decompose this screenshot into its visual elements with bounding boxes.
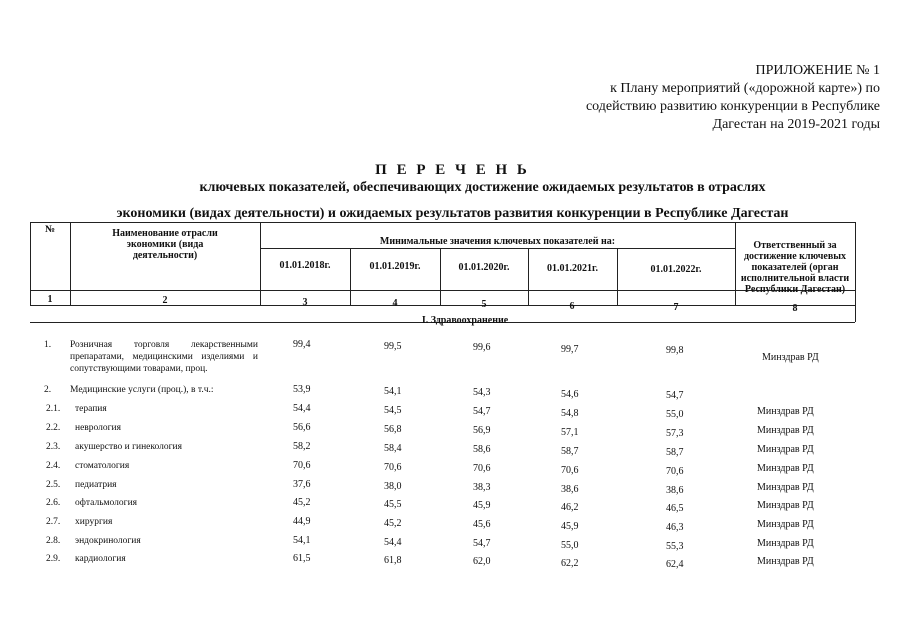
value-cell: 58,2: [293, 441, 311, 452]
column-number: 7: [673, 301, 679, 313]
header-responsible: Ответственный за достижение ключевых показателей (орган исполнительной власти Республики Дагестан): [740, 240, 850, 295]
value-cell: 56,8: [384, 423, 402, 435]
table-col-divider: [70, 222, 71, 305]
value-cell: 70,6: [666, 466, 684, 477]
value-cell: 44,9: [293, 516, 311, 527]
value-cell: 62,2: [561, 557, 579, 569]
row-number: 2.7.: [46, 517, 61, 527]
column-number: 4: [392, 297, 398, 309]
value-cell: 99,8: [666, 345, 684, 356]
value-cell: 54,8: [561, 407, 579, 419]
responsible-cell: Минздрав РД: [757, 538, 814, 549]
column-number: 2: [162, 295, 168, 307]
value-cell: 61,5: [293, 553, 311, 564]
value-cell: 45,6: [473, 519, 491, 530]
value-cell: 45,9: [473, 500, 491, 511]
header-date: 01.01.2018г.: [279, 260, 331, 271]
value-cell: 46,5: [666, 503, 684, 514]
table-colnum-bottom: [30, 305, 855, 306]
row-name: эндокринология: [75, 536, 141, 546]
value-cell: 38,6: [666, 485, 684, 496]
row-number: 2.3.: [46, 442, 61, 452]
table-col-divider: [735, 222, 736, 305]
value-cell: 46,3: [666, 522, 684, 533]
row-number: 2.6.: [46, 498, 61, 508]
row-name: кардиология: [75, 554, 126, 564]
appendix-line: Дагестан на 2019-2021 годы: [712, 117, 880, 132]
value-cell: 45,2: [293, 497, 311, 508]
value-cell: 58,7: [666, 447, 684, 458]
column-number: 3: [302, 296, 308, 308]
value-cell: 55,3: [666, 541, 684, 552]
row-name: неврология: [75, 423, 122, 433]
row-name: хирургия: [75, 517, 113, 527]
value-cell: 55,0: [561, 539, 579, 551]
column-number: 6: [569, 300, 575, 312]
value-cell: 70,6: [561, 464, 579, 476]
value-cell: 45,2: [384, 517, 402, 529]
row-number: 2.8.: [46, 536, 61, 546]
row-name: акушерство и гинекология: [75, 442, 182, 452]
value-cell: 38,0: [384, 480, 402, 492]
document-title: П Е Р Е Ч Е Н Ь: [375, 162, 530, 178]
table-col-divider: [350, 248, 351, 305]
value-cell: 38,3: [473, 482, 491, 493]
row-number: 2.4.: [46, 461, 61, 471]
value-cell: 62,4: [666, 559, 684, 570]
value-cell: 99,6: [473, 342, 491, 353]
table-col-divider: [617, 248, 618, 305]
header-min-values: Минимальные значения ключевых показателей на:: [379, 236, 616, 247]
responsible-cell: Минздрав РД: [757, 425, 814, 436]
responsible-cell: Минздрав РД: [757, 444, 814, 455]
value-cell: 99,5: [384, 340, 402, 352]
value-cell: 54,3: [473, 387, 491, 398]
table-border-top: [30, 222, 855, 223]
responsible-cell: Минздрав РД: [757, 463, 814, 474]
table-header-bottom: [30, 290, 855, 291]
value-cell: 55,0: [666, 409, 684, 420]
header-name: Наименование отрасли экономики (вида деятельности): [112, 228, 218, 261]
appendix-line: содействию развитию конкуренции в Республике: [585, 99, 880, 114]
row-number: 2.: [44, 385, 52, 395]
value-cell: 45,9: [561, 520, 579, 532]
value-cell: 53,9: [293, 384, 311, 395]
value-cell: 54,4: [293, 403, 311, 414]
responsible-cell: Минздрав РД: [757, 406, 814, 417]
value-cell: 58,6: [473, 444, 491, 455]
value-cell: 54,6: [561, 388, 579, 400]
column-number: 5: [481, 299, 487, 311]
document-subtitle-line2: экономики (видах деятельности) и ожидаемых результатов развития конкуренции в Республике Дагестан: [116, 206, 789, 221]
table-border-right: [855, 222, 856, 322]
responsible-cell: Минздрав РД: [757, 500, 814, 511]
table-header-divider: [260, 248, 735, 249]
row-number: 2.9.: [46, 554, 61, 564]
row-name: Медицинские услуги (проц.), в т.ч.:: [70, 385, 214, 395]
value-cell: 38,6: [561, 483, 579, 495]
value-cell: 57,1: [561, 426, 579, 438]
value-cell: 56,6: [293, 422, 311, 433]
row-name: стоматология: [75, 461, 130, 471]
row-number: 2.5.: [46, 480, 61, 490]
value-cell: 99,4: [293, 339, 311, 350]
value-cell: 45,5: [384, 498, 402, 510]
row-name: Розничная торговля лекарственными препаратами, медицинскими изделиями и сопутствующими товарами, проц.: [70, 340, 258, 374]
header-date: 01.01.2022г.: [650, 264, 702, 275]
column-number: 1: [47, 294, 53, 305]
section-title: I. Здравоохранение: [421, 315, 509, 326]
value-cell: 61,8: [384, 554, 402, 566]
value-cell: 54,1: [293, 535, 311, 546]
value-cell: 56,9: [473, 425, 491, 436]
value-cell: 54,7: [473, 406, 491, 417]
row-name: офтальмология: [75, 498, 138, 508]
table-col-divider: [528, 248, 529, 305]
header-date: 01.01.2021г.: [547, 263, 598, 274]
value-cell: 70,6: [384, 461, 402, 473]
value-cell: 37,6: [293, 479, 311, 490]
header-no: №: [44, 224, 56, 235]
header-date: 01.01.2019г.: [369, 261, 421, 272]
header-date: 01.01.2020г.: [458, 262, 510, 273]
table-col-divider: [440, 248, 441, 305]
value-cell: 58,7: [561, 445, 579, 457]
value-cell: 54,7: [473, 538, 491, 549]
value-cell: 99,7: [561, 343, 579, 355]
value-cell: 70,6: [293, 460, 311, 471]
value-cell: 54,4: [384, 536, 402, 548]
row-number: 2.1.: [46, 404, 61, 414]
value-cell: 54,1: [384, 385, 402, 397]
value-cell: 54,5: [384, 404, 402, 416]
column-number: 8: [792, 303, 798, 315]
responsible-cell: Минздрав РД: [757, 519, 814, 530]
responsible-cell: Минздрав РД: [762, 352, 819, 363]
responsible-cell: Минздрав РД: [757, 556, 814, 567]
row-name: терапия: [75, 404, 107, 414]
value-cell: 62,0: [473, 556, 491, 567]
value-cell: 57,3: [666, 428, 684, 439]
value-cell: 58,4: [384, 442, 402, 454]
row-number: 2.2.: [46, 423, 61, 433]
row-number: 1.: [44, 340, 52, 350]
responsible-cell: Минздрав РД: [757, 482, 814, 493]
appendix-line: к Плану мероприятий («дорожной карте») по: [610, 81, 880, 96]
value-cell: 46,2: [561, 501, 579, 513]
value-cell: 70,6: [473, 463, 491, 474]
document-subtitle-line1: ключевых показателей, обеспечивающих достижение ожидаемых результатов в отраслях: [199, 180, 766, 195]
appendix-title: ПРИЛОЖЕНИЕ № 1: [755, 63, 880, 78]
row-name: педиатрия: [75, 480, 117, 490]
value-cell: 54,7: [666, 390, 684, 401]
